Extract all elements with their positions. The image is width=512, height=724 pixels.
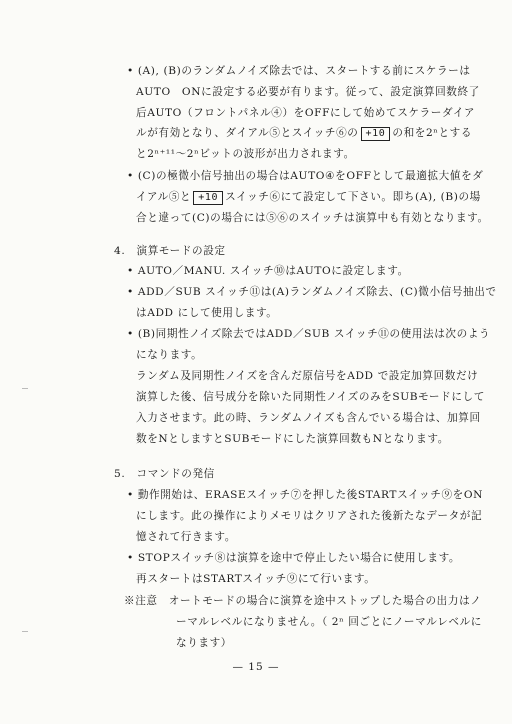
scan-mark [22, 631, 28, 632]
s4-b3-line4: 演算した後、信号成分を除いた同期性ノイズのみをSUBモードにして [136, 391, 485, 403]
s3-b2-line2-text-a: イアル⑤と [136, 191, 192, 203]
s3-b1-line5: と2ⁿ⁺¹¹～2ⁿビットの波形が出力されます。 [136, 148, 355, 160]
s3-b1-line1: • (A), (B)のランダムノイズ除去では、スタートする前にスケラーは [127, 65, 471, 77]
note-line3: なります） [176, 637, 232, 649]
s4-b3-line1: • (B)同期性ノイズ除去ではADD／SUB スイッチ⑪の使用法は次のよう [127, 328, 491, 340]
s5-b1-line1: • 動作開始は、ERASEスイッチ⑦を押した後STARTスイッチ⑨をON [127, 489, 483, 501]
s3-b2-line2 [136, 190, 481, 205]
s4-b3-line3: ランダム及同期性ノイズを含んだ原信号をADD で設定加算回数だけ [136, 370, 479, 382]
section4-heading: 4. 演算モードの設定 [114, 245, 226, 257]
s3-b1-line2: AUTO ONに設定する必要が有ります。従って、設定演算回数終了 [136, 86, 480, 98]
section5-heading: 5. コマンドの発信 [114, 468, 215, 480]
s3-b2-line2-text-b: スイッチ⑥にて設定して下さい。即ち(A), (B)の場 [225, 191, 481, 203]
note-line1: ※注意 オートモードの場合に演算を途中ストップした場合の出力はノ [124, 595, 482, 607]
page-number: — 15 — [232, 661, 280, 673]
scan-mark [22, 388, 28, 389]
s5-b2-line2: 再スタートはSTARTスイッチ⑨にて行います。 [136, 573, 376, 585]
s3-b1-line3: 后AUTO（フロントパネル④）をOFFにして始めてスケラーダイア [136, 107, 476, 119]
s3-b2-line1: • (C)の極微小信号抽出の場合はAUTO④をOFFとして最適拡大値をダ [127, 170, 484, 182]
s3-b1-line4 [136, 126, 472, 141]
s4-b3-line6: 数をNとしますとSUBモードにした演算回数もNとなります。 [136, 433, 449, 445]
s3-b2-line3: 合と違って(C)の場合には⑤⑥のスイッチは演算中も有効となります。 [136, 212, 489, 224]
s5-b1-line3: 憶されて行きます。 [136, 531, 236, 543]
s5-b2-line1: • STOPスイッチ⑧は演算を途中で停止したい場合に使用します。 [127, 552, 461, 564]
s4-b3-line5: 入力させます。此の時、ランダムノイズも含んでいる場合は、加算回 [136, 412, 481, 424]
s4-b2-line2: はADD にして使用します。 [136, 307, 278, 319]
s4-b2-line1: • ADD／SUB スイッチ⑪は(A)ランダムノイズ除去、(C)微小信号抽出で [127, 286, 497, 298]
s3-b1-line4-text-a: ルが有効となり、ダイアル⑤とスイッチ⑥の [136, 127, 359, 139]
plus10-box: +10 [361, 127, 391, 141]
s4-b1-line1: • AUTO／MANU. スイッチ⑩はAUTOに設定します。 [127, 265, 409, 277]
s5-b1-line2: にします。此の操作によりメモリはクリアされた後新たなデータが記 [136, 510, 483, 522]
plus10-box: +10 [193, 191, 223, 205]
note-line2: ーマルレベルになりません。（ 2ⁿ 回ごとにノーマルレベルに [176, 616, 482, 628]
s4-b3-line2: になります。 [136, 349, 203, 361]
s3-b1-line4-text-b: の和を2ⁿとする [392, 127, 473, 139]
